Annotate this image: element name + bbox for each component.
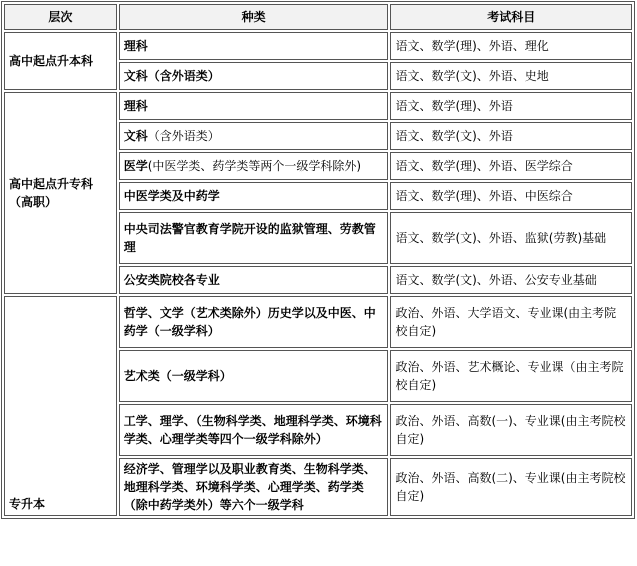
subjects-cell: 语文、数学(文)、外语、公安专业基础 [390, 266, 632, 294]
category-cell: 理科 [119, 92, 389, 120]
category-cell [119, 152, 389, 180]
level-cell: 高中起点升专科（高职） [4, 92, 117, 294]
category-cell: 艺术类（一级学科） [119, 350, 389, 402]
header-category: 种类 [119, 4, 389, 30]
category-label: 文科 [123, 129, 148, 143]
category-note: (中医学类、药学类等两个一级学科除外) [147, 159, 362, 173]
category-cell: 文科（含外语类） [119, 62, 389, 90]
subjects-cell: 语文、数学(理)、外语、医学综合 [390, 152, 632, 180]
subjects-cell: 语文、数学(理)、外语、中医综合 [390, 182, 632, 210]
subjects-cell: 政治、外语、高数(一)、专业课(由主考院校自定) [390, 404, 632, 456]
level-cell: 专升本 [4, 296, 117, 516]
category-note: （含外语类） [147, 129, 220, 143]
category-cell: 公安类院校各专业 [119, 266, 389, 294]
category-cell [119, 122, 389, 150]
subjects-cell: 语文、数学(理)、外语 [390, 92, 632, 120]
table-row [4, 296, 632, 348]
category-cell: 经济学、管理学以及职业教育类、生物科学类、地理科学类、环境科学类、心理学类、药学类（除中药学类外）等六个一级学科 [119, 458, 389, 516]
category-cell: 理科 [119, 32, 389, 60]
table-row [4, 92, 632, 120]
category-label: 医学 [123, 159, 148, 173]
category-cell: 工学、理学、（生物科学类、地理科学类、环境科学类、心理学类等四个一级学科除外） [119, 404, 389, 456]
subjects-cell: 语文、数学(文)、外语 [390, 122, 632, 150]
category-cell: 中医学类及中药学 [119, 182, 389, 210]
subjects-cell: 政治、外语、艺术概论、专业课（由主考院校自定) [390, 350, 632, 402]
table-row [4, 32, 632, 60]
subjects-cell: 语文、数学(文)、外语、监狱(劳教)基础 [390, 212, 632, 264]
header-subjects: 考试科目 [390, 4, 632, 30]
header-row [4, 4, 632, 30]
category-cell: 中央司法警官教育学院开设的监狱管理、劳教管理 [119, 212, 389, 264]
subjects-cell: 政治、外语、高数(二)、专业课(由主考院校自定) [390, 458, 632, 516]
subjects-cell: 政治、外语、大学语文、专业课(由主考院校自定) [390, 296, 632, 348]
exam-subjects-table [1, 1, 635, 519]
subjects-cell: 语文、数学(理)、外语、理化 [390, 32, 632, 60]
header-level: 层次 [4, 4, 117, 30]
subjects-cell: 语文、数学(文)、外语、史地 [390, 62, 632, 90]
level-cell: 高中起点升本科 [4, 32, 117, 90]
category-cell: 哲学、文学（艺术类除外）历史学以及中医、中药学（一级学科） [119, 296, 389, 348]
